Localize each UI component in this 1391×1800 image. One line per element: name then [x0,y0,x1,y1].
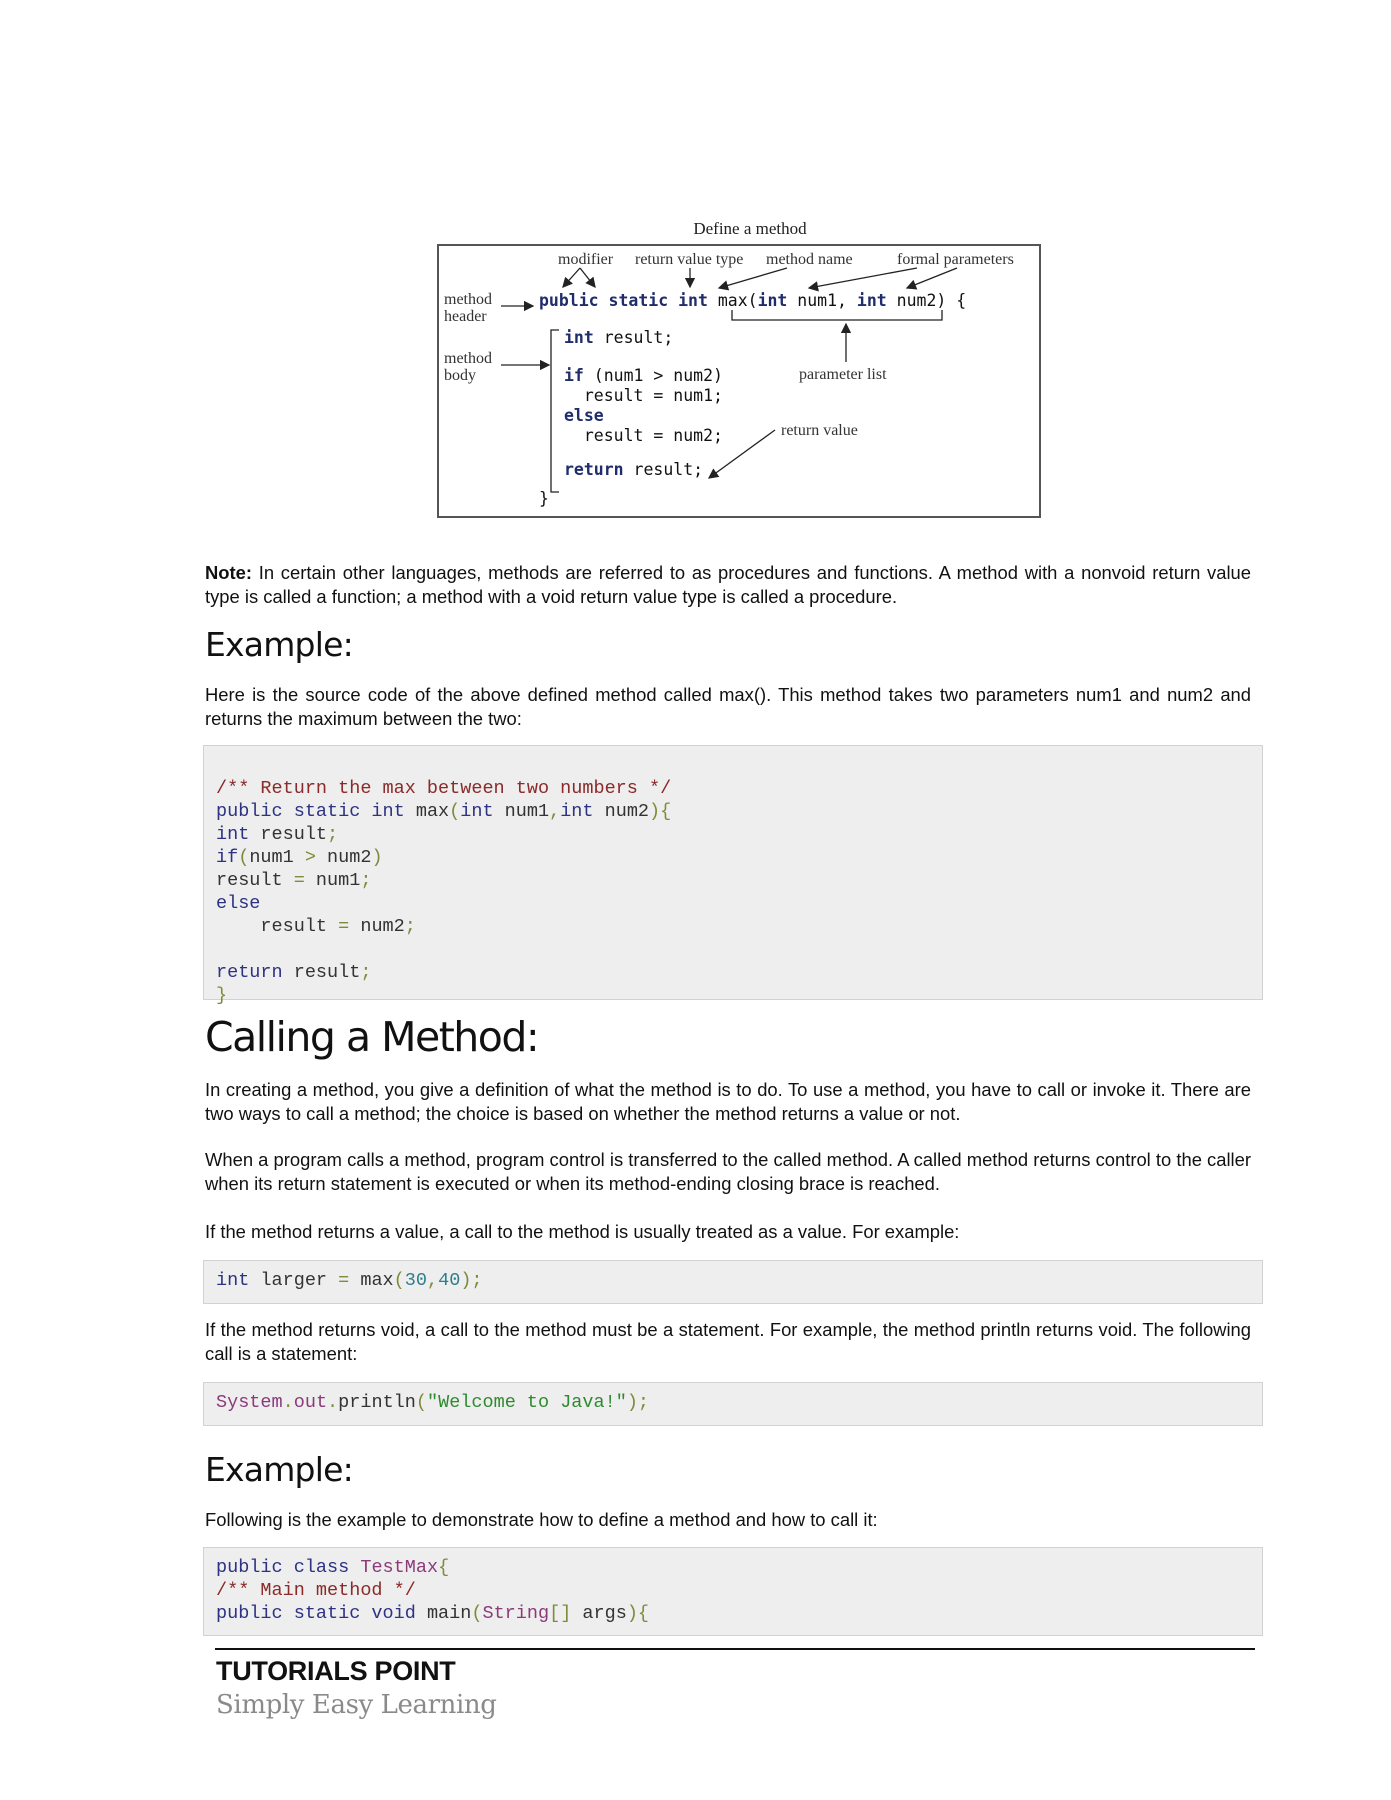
figure-body-line-5: result = num2; [564,426,723,445]
label-method-body: method body [444,350,492,384]
code-block-max: /** Return the max between two numbers */ public static int max(int num1,int num2){ int result; if(num1 > num2) result = num1; else result = num2; return result; } [203,745,1263,1000]
calling-paragraph-3: If the method returns a value, a call to the method is usually treated as a value. For example: [205,1221,960,1242]
code-block-testmax: public class TestMax{ /** Main method */ public static void main(String[] args){ [203,1547,1263,1636]
calling-paragraph-2: When a program calls a method, program control is transferred to the called method. A called method returns control to the caller when its return statement is executed or when its method-ending closing brace is reached. [205,1149,1251,1194]
figure-body-line-6: return result; [564,460,704,479]
code-block-larger: int larger = max(30,40); [203,1260,1263,1304]
label-return-value-type: return value type [635,251,744,268]
label-parameter-list: parameter list [799,366,887,383]
calling-paragraph-4: If the method returns void, a call to the method must be a statement. For example, the method println returns void. The following call is a statement: [205,1319,1251,1364]
note-label: Note: [205,562,252,583]
footer-tagline: Simply Easy Learning [216,1690,497,1720]
code-block-println: System.out.println("Welcome to Java!"); [203,1382,1263,1426]
footer-divider [215,1648,1255,1650]
example-intro: Here is the source code of the above defined method called max(). This method takes two parameters num1 and num2 and returns the maximum between the two: [205,684,1251,729]
note-text: In certain other languages, methods are referred to as procedures and functions. A method with a nonvoid return value type is called a function; a method with a void return value type is called a procedure. [205,562,1251,607]
label-modifier: modifier [558,251,614,268]
example-2-intro: Following is the example to demonstrate how to define a method and how to call it: [205,1509,878,1530]
label-formal-parameters: formal parameters [897,251,1014,268]
figure-body-line-3: result = num1; [564,386,723,405]
calling-paragraph-1: In creating a method, you give a definition of what the method is to do. To use a method, you have to call or invoke it. There are two ways to call a method; the choice is based on whether the method returns a value or not. [205,1079,1251,1124]
footer-brand: TUTORIALS POINT [216,1656,456,1686]
example-2-heading: Example: [205,1450,353,1489]
figure-body-line-1: int result; [564,328,674,347]
figure-closing-brace: } [539,489,549,508]
figure-title: Define a method [693,219,807,238]
label-return-value: return value [781,422,858,439]
figure-body-line-2: if (num1 > num2) [564,366,723,385]
figure-body-line-4: else [564,406,604,425]
label-method-header: method header [444,291,492,325]
note-paragraph [205,561,1251,609]
figure-arrows [437,244,1041,518]
figure-method-header-code: public static int max(int num1, int num2) { [539,291,967,310]
example-heading: Example: [205,625,353,664]
calling-method-heading: Calling a Method: [205,1013,539,1061]
label-method-name: method name [766,251,853,268]
